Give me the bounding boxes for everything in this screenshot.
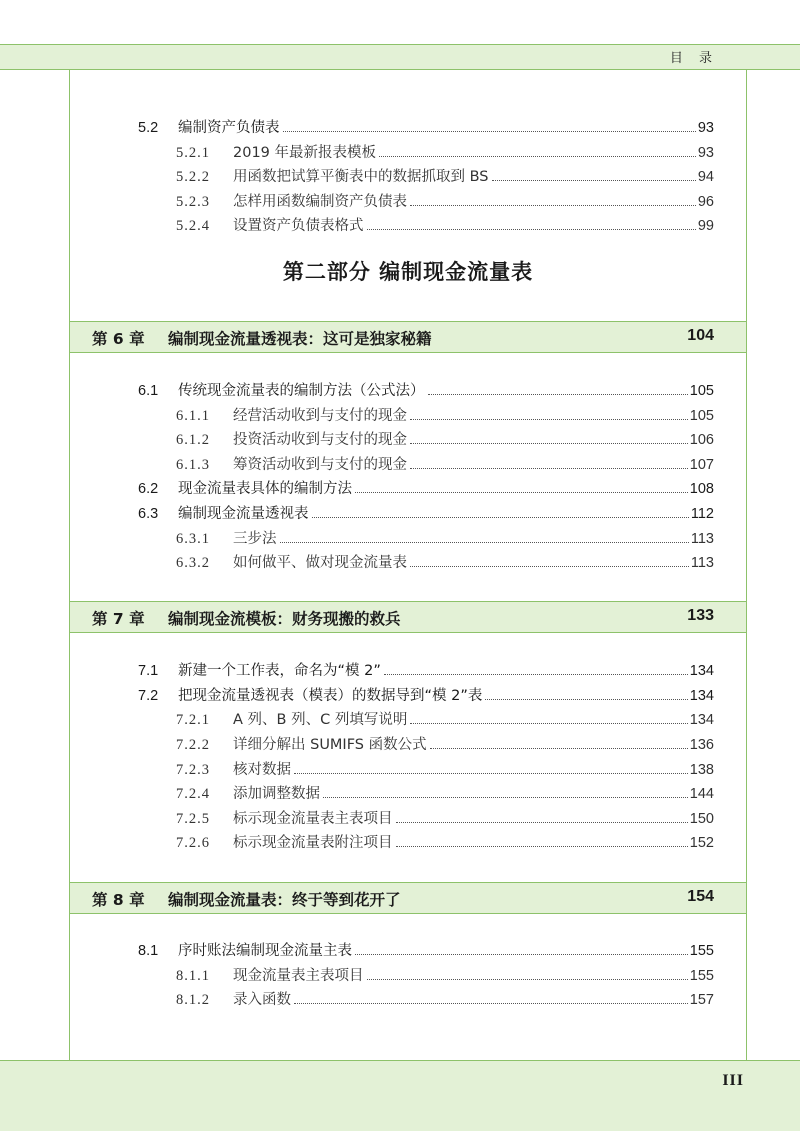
chapter-label: 第 8 章: [92, 891, 145, 909]
part-title: 第二部分 编制现金流量表: [282, 260, 534, 284]
leader-dots: [410, 723, 687, 724]
subsection-title: 详细分解出 SUMIFS 函数公式: [233, 737, 427, 753]
toc-entry[interactable]: [176, 988, 714, 1010]
subsection-page: 138: [689, 762, 714, 778]
subsection-title: 录入函数: [233, 992, 291, 1008]
toc-entry[interactable]: [176, 165, 714, 187]
chapter-page: 104: [687, 327, 714, 344]
subsection-page: 106: [689, 432, 714, 448]
leader-dots: [379, 156, 696, 157]
toc-entry[interactable]: [138, 939, 714, 961]
subsection-page: 94: [697, 169, 714, 185]
subsection-number: 7.2.2: [176, 737, 210, 753]
section-title: 现金流量表具体的编制方法: [178, 481, 352, 497]
section-page: 112: [690, 506, 714, 522]
subsection-title: 如何做平、做对现金流量表: [233, 555, 407, 571]
leader-dots: [355, 954, 688, 955]
toc-entry[interactable]: [176, 758, 714, 780]
section-number: 6.1: [138, 383, 159, 399]
subsection-page: 113: [690, 555, 714, 571]
toc-entry[interactable]: [176, 733, 714, 755]
subsection-title: 三步法: [233, 531, 277, 547]
section-number: 8.1: [138, 943, 159, 959]
subsection-title: 标示现金流量表主表项目: [233, 811, 393, 827]
subsection-title: 投资活动收到与支付的现金: [233, 432, 407, 448]
subsection-number: 8.1.2: [176, 992, 210, 1008]
chapter-title: 编制现金流模板：财务现搬的救兵: [168, 610, 401, 628]
section-page: 134: [689, 663, 714, 679]
leader-dots: [410, 443, 688, 444]
section-number: 7.1: [138, 663, 159, 679]
section-title: 编制资产负债表: [178, 120, 280, 136]
subsection-page: 105: [689, 408, 714, 424]
section-page: 155: [689, 943, 714, 959]
toc-entry[interactable]: [138, 477, 714, 499]
subsection-number: 7.2.4: [176, 786, 210, 802]
toc-entry[interactable]: [176, 527, 714, 549]
subsection-title: 标示现金流量表附注项目: [233, 835, 393, 851]
subsection-page: 134: [689, 712, 714, 728]
toc-entry[interactable]: [176, 551, 714, 573]
subsection-number: 5.2.1: [176, 145, 210, 161]
chapter-heading[interactable]: [70, 601, 746, 633]
subsection-number: 7.2.5: [176, 811, 210, 827]
leader-dots: [428, 394, 688, 395]
leader-dots: [430, 748, 688, 749]
toc-entry[interactable]: [138, 684, 714, 706]
leader-dots: [294, 1003, 688, 1004]
section-title: 传统现金流量表的编制方法（公式法）: [178, 383, 425, 399]
toc-entry[interactable]: [176, 428, 714, 450]
subsection-page: 155: [689, 968, 714, 984]
toc-entry[interactable]: [176, 807, 714, 829]
leader-dots: [323, 797, 688, 798]
subsection-page: 113: [690, 531, 714, 547]
subsection-number: 6.3.1: [176, 531, 210, 547]
leader-dots: [294, 773, 688, 774]
toc-entry[interactable]: [138, 659, 714, 681]
section-page: 105: [689, 383, 714, 399]
leader-dots: [396, 822, 688, 823]
leader-dots: [367, 229, 696, 230]
toc-entry[interactable]: [176, 214, 714, 236]
section-title: 编制现金流量透视表: [178, 506, 309, 522]
subsection-title: 添加调整数据: [233, 786, 320, 802]
toc-entry[interactable]: [138, 379, 714, 401]
section-title: 新建一个工作表，命名为“模 2”: [178, 663, 381, 679]
leader-dots: [280, 542, 689, 543]
chapter-title: 编制现金流量透视表：这可是独家秘籍: [168, 330, 432, 348]
subsection-page: 107: [689, 457, 714, 473]
chapter-label: 第 6 章: [92, 330, 145, 348]
subsection-title: 筹资活动收到与支付的现金: [233, 457, 407, 473]
running-title: 目 录: [669, 51, 718, 66]
subsection-page: 150: [689, 811, 714, 827]
chapter-label: 第 7 章: [92, 610, 145, 628]
subsection-number: 6.3.2: [176, 555, 210, 571]
leader-dots: [355, 492, 688, 493]
leader-dots: [367, 979, 688, 980]
leader-dots: [410, 566, 689, 567]
toc-entry[interactable]: [176, 453, 714, 475]
section-title: 把现金流量透视表（模表）的数据导到“模 2”表: [178, 688, 483, 704]
subsection-title: 设置资产负债表格式: [233, 218, 364, 234]
toc-entry[interactable]: [138, 502, 714, 524]
subsection-number: 5.2.2: [176, 169, 210, 185]
section-title: 序时账法编制现金流量主表: [178, 943, 352, 959]
toc-entry[interactable]: [176, 708, 714, 730]
right-frame-line: [746, 69, 747, 1060]
leader-dots: [410, 205, 696, 206]
chapter-title: 编制现金流量表：终于等到花开了: [168, 891, 401, 909]
leader-dots: [410, 419, 688, 420]
page-number: III: [722, 1072, 744, 1089]
footer-band: [0, 1060, 800, 1131]
subsection-number: 6.1.1: [176, 408, 210, 424]
toc-entry[interactable]: [176, 190, 714, 212]
subsection-number: 6.1.3: [176, 457, 210, 473]
toc-entry[interactable]: [176, 964, 714, 986]
chapter-page: 154: [687, 888, 714, 905]
section-page: 93: [697, 120, 714, 136]
subsection-number: 5.2.4: [176, 218, 210, 234]
subsection-title: 怎样用函数编制资产负债表: [233, 194, 407, 210]
subsection-number: 6.1.2: [176, 432, 210, 448]
subsection-number: 5.2.3: [176, 194, 210, 210]
subsection-number: 7.2.1: [176, 712, 210, 728]
chapter-page: 133: [687, 607, 714, 624]
leader-dots: [384, 674, 688, 675]
subsection-page: 136: [689, 737, 714, 753]
leader-dots: [396, 846, 688, 847]
subsection-number: 7.2.3: [176, 762, 210, 778]
subsection-title: 现金流量表主表项目: [233, 968, 364, 984]
subsection-page: 144: [689, 786, 714, 802]
subsection-number: 7.2.6: [176, 835, 210, 851]
section-number: 6.2: [138, 481, 159, 497]
section-page: 134: [689, 688, 714, 704]
chapter-heading[interactable]: [70, 882, 746, 914]
toc-entry[interactable]: [176, 404, 714, 426]
subsection-page: 157: [689, 992, 714, 1008]
subsection-title: 经营活动收到与支付的现金: [233, 408, 407, 424]
leader-dots: [283, 131, 696, 132]
header-band: [0, 44, 800, 70]
subsection-page: 93: [697, 145, 714, 161]
leader-dots: [485, 699, 687, 700]
subsection-title: 用函数把试算平衡表中的数据抓取到 BS: [233, 169, 489, 185]
leader-dots: [312, 517, 689, 518]
leader-dots: [410, 468, 688, 469]
chapter-heading[interactable]: [70, 321, 746, 353]
section-page: 108: [689, 481, 714, 497]
subsection-title: 核对数据: [233, 762, 291, 778]
toc-entry[interactable]: [176, 782, 714, 804]
section-number: 5.2: [138, 120, 159, 136]
subsection-page: 152: [689, 835, 714, 851]
subsection-page: 96: [697, 194, 714, 210]
subsection-number: 8.1.1: [176, 968, 210, 984]
subsection-page: 99: [697, 218, 714, 234]
toc-entry[interactable]: [176, 141, 714, 163]
leader-dots: [492, 180, 696, 181]
toc-entry[interactable]: [176, 831, 714, 853]
toc-entry[interactable]: [138, 116, 714, 138]
section-number: 6.3: [138, 506, 159, 522]
section-number: 7.2: [138, 688, 159, 704]
subsection-title: 2019 年最新报表模板: [233, 145, 377, 161]
subsection-title: A 列、B 列、C 列填写说明: [233, 712, 408, 728]
